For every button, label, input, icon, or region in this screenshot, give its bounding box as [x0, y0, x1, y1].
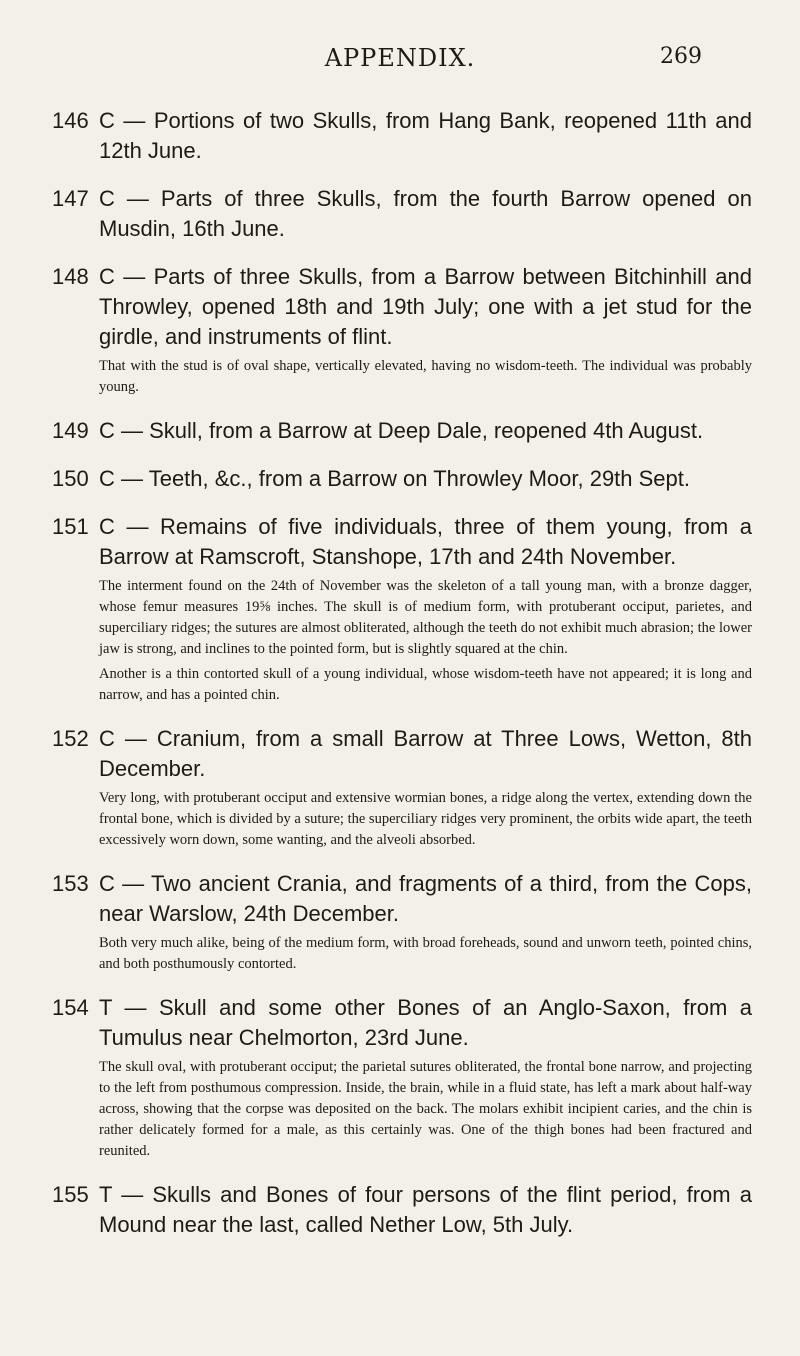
- running-head: [0, 44, 800, 74]
- entry-note: That with the stud is of oval shape, vertically elevated, having no wisdom-teeth. The individual was probably young.: [99, 358, 752, 395]
- entry-number: 149: [52, 418, 89, 443]
- entry-number: 148: [52, 264, 89, 289]
- entry-number: 153: [52, 871, 89, 896]
- entry-heading: T — Skulls and Bones of four persons of the flint period, from a Mound near the last, called Nether Low, 5th July.: [99, 1182, 752, 1237]
- entry-heading: C — Skull, from a Barrow at Deep Dale, reopened 4th August.: [99, 418, 704, 443]
- entry-note: Both very much alike, being of the medium form, with broad foreheads, sound and unworn teeth, pointed chins, and both posthumously contorted.: [99, 935, 752, 972]
- catalogue-entry: [52, 464, 752, 494]
- catalogue-entry: [52, 416, 752, 446]
- entry-number: 154: [52, 995, 89, 1020]
- entry-heading: C — Two ancient Crania, and fragments of a third, from the Cops, near Warslow, 24th December.: [99, 871, 752, 926]
- entry-number: 147: [52, 186, 89, 211]
- page-number: 269: [660, 44, 702, 69]
- entry-heading: C — Teeth, &c., from a Barrow on Throwley Moor, 29th Sept.: [99, 466, 691, 491]
- catalogue-entries: [52, 106, 752, 1258]
- entry-heading: C — Cranium, from a small Barrow at Three Lows, Wetton, 8th December.: [99, 726, 752, 781]
- catalogue-entry: [52, 869, 752, 975]
- catalogue-entry: [52, 262, 752, 398]
- catalogue-entry: [52, 1180, 752, 1240]
- entry-heading: C — Parts of three Skulls, from a Barrow between Bitchinhill and Throwley, opened 18th and 19th July; one with a jet stud for the girdle, and instruments of flint.: [99, 264, 752, 349]
- entry-heading: C — Portions of two Skulls, from Hang Bank, reopened 11th and 12th June.: [99, 108, 752, 163]
- catalogue-entry: [52, 993, 752, 1162]
- entry-note: Very long, with protuberant occiput and extensive wormian bones, a ridge along the vertex, extending down the frontal bone, which is divided by a suture; the superciliary ridges very prominent, the orbits wide apart, the teeth excessively worn down, some wanting, and the alveoli absorbed.: [99, 790, 752, 848]
- entry-number: 152: [52, 726, 89, 751]
- catalogue-entry: [52, 724, 752, 851]
- entry-note: Another is a thin contorted skull of a young individual, whose wisdom-teeth have not appeared; it is long and narrow, and has a pointed chin.: [99, 666, 752, 703]
- entry-note: The skull oval, with protuberant occiput; the parietal sutures obliterated, the frontal bone narrow, and projecting to the left from posthumous compression. Inside, the brain, while in a fluid state, has left a mark about half-way across, showing that the corpse was deposited on the back. The molars exhibit incipient caries, and the chin is rather delicately formed for a male, as this certainly was. One of the thigh bones had been fractured and reunited.: [99, 1059, 752, 1159]
- entry-number: 151: [52, 514, 89, 539]
- entry-heading: C — Parts of three Skulls, from the fourth Barrow opened on Musdin, 16th June.: [99, 186, 752, 241]
- entry-number: 155: [52, 1182, 89, 1207]
- entry-number: 146: [52, 108, 89, 133]
- entry-heading: T — Skull and some other Bones of an Anglo-Saxon, from a Tumulus near Chelmorton, 23rd June.: [99, 995, 752, 1050]
- running-title: APPENDIX.: [324, 44, 476, 72]
- entry-number: 150: [52, 466, 89, 491]
- catalogue-entry: [52, 184, 752, 244]
- entry-note: The interment found on the 24th of November was the skeleton of a tall young man, with a bronze dagger, whose femur measures 19⅝ inches. The skull is of medium form, with protuberant occiput, parietes, and superciliary ridges; the sutures are almost obliterated, although the teeth do not exhibit much abrasion; the lower jaw is strong, and inclines to the pointed form, but is slightly squared at the chin.: [99, 578, 752, 657]
- catalogue-entry: [52, 512, 752, 706]
- catalogue-entry: [52, 106, 752, 166]
- entry-heading: C — Remains of five individuals, three of them young, from a Barrow at Ramscroft, Stanshope, 17th and 24th November.: [99, 514, 752, 569]
